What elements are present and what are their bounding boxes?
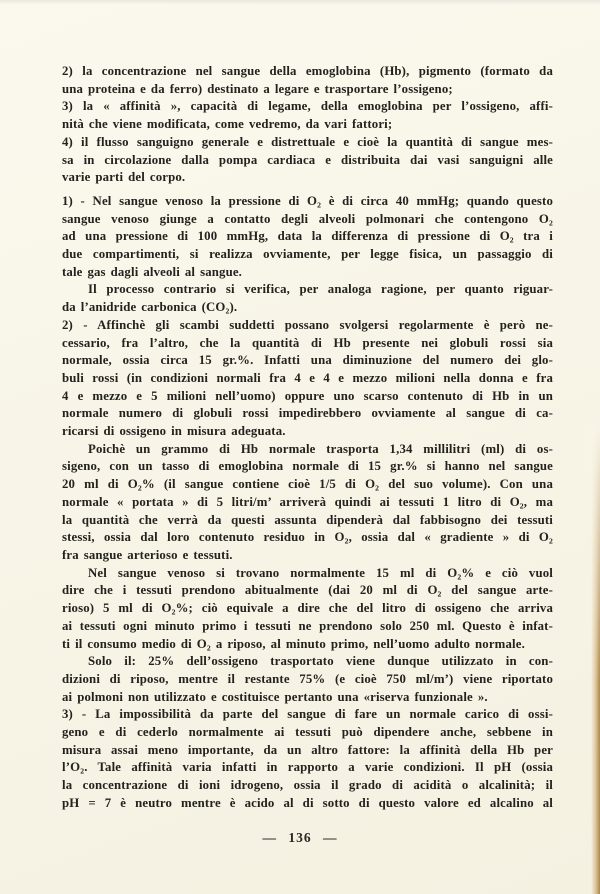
text-line: due compartimenti, si realizza ovviamente, per legge fisica, un passaggio di bbox=[62, 247, 553, 262]
text-line: sa in circolazione dalla pompa cardiaca e distribuita dai vasi sanguigni alle bbox=[62, 152, 553, 167]
text-line: varie parti del corpo. bbox=[62, 170, 186, 185]
text-line: buli rossi (in condizioni normali fra 4 e 4 e mezzo milioni nella donna e fra bbox=[62, 370, 553, 385]
text-line: una proteina e da ferro) destinato a legare e trasportare l’ossigeno; bbox=[62, 81, 453, 96]
text-line: normale « portata » di 5 litri/m’ arriverà quindi ai tessuti 1 litro di O₂, ma bbox=[62, 494, 553, 509]
paragraph-item-1-dash bbox=[62, 193, 553, 282]
text-line: normale numero di globuli rossi impedirebbero ovviamente al sangue di ca- bbox=[62, 406, 553, 421]
paragraph-item-3 bbox=[62, 98, 553, 133]
text-line: ai polmoni non utilizzato e costituisce pertanto una «riserva funzionale ». bbox=[62, 689, 488, 704]
text-line: misura assai meno importante, da un altro fattore: la affinità della Hb per bbox=[62, 742, 553, 757]
text-line: 4 e mezzo e 5 milioni nell’uomo) oppure uno scarso contenuto di Hb in un bbox=[62, 388, 553, 403]
text-line: stessi, ossia dal loro contenuto residuo in O₂, ossia dal « gradiente » di O₂ bbox=[62, 530, 553, 545]
text-line: Nel sangue venoso si trovano normalmente 15 ml di O₂% e ciò vuol bbox=[88, 565, 553, 580]
paragraph-solo-25 bbox=[62, 653, 553, 706]
text-line: la concentrazione di ioni idrogeno, ossia il grado di acidità o alcalinità; il bbox=[62, 778, 553, 793]
text-line: ai tessuti ogni minuto primo i tessuti ne prendono solo 250 ml. Questo è infat- bbox=[62, 618, 553, 633]
text-line: 1) - Nel sangue venoso la pressione di O₂ è di circa 40 mmHg; quando questo bbox=[62, 193, 553, 208]
paragraph-item-3-dash bbox=[62, 706, 553, 812]
paragraph-item-4 bbox=[62, 134, 553, 187]
page-number: — 136 — bbox=[262, 830, 338, 845]
text-line: 4) il flusso sanguigno generale e distrettuale e cioè la quantità di sangue mes- bbox=[62, 134, 553, 149]
text-line: Poichè un grammo di Hb normale trasporta 1,34 millilitri (ml) di os- bbox=[88, 441, 553, 456]
page-text bbox=[62, 63, 553, 813]
text-line: l’O₂. Tale affinità varia infatti in rapporto a varie condizioni. Il pH (ossia bbox=[62, 760, 553, 775]
text-line: pH = 7 è neutro mentre è acido al di sotto di questo valore ed alcalino al bbox=[62, 795, 553, 810]
text-line: cessario, fra l’altro, che la quantità di Hb presente nei globuli rossi sia bbox=[62, 335, 553, 350]
text-line: sigeno, con un tasso di emoglobina normale di 15 gr.% si hanno nel sangue bbox=[62, 459, 553, 474]
text-line: 3) la « affinità », capacità di legame, della emoglobina per l’ossigeno, affi- bbox=[62, 99, 553, 114]
text-line: ricarsi di ossigeno in misura adeguata. bbox=[62, 424, 286, 439]
paragraph-item-2 bbox=[62, 63, 553, 98]
text-line: tale gas dagli alveoli al sangue. bbox=[62, 264, 243, 279]
text-line: ti il consumo medio di O₂ a riposo, al minuto primo, nell’uomo adulto normale. bbox=[62, 636, 525, 651]
text-line: Il processo contrario si verifica, per analoga ragione, per quanto riguar- bbox=[88, 282, 553, 297]
text-line: ad una pressione di 100 mmHg, data la differenza di pressione di O₂ tra i bbox=[62, 229, 553, 244]
text-line: la quantità che verrà da questi assunta dipenderà dal fabbisogno dei tessuti bbox=[62, 512, 553, 527]
text-line: geno e di cederlo normalmente ai tessuti può dipendere anche, sebbene in bbox=[62, 725, 553, 740]
paragraph-sangue-venoso bbox=[62, 565, 553, 654]
text-line: 3) - La impossibilità da parte del sangue di fare un normale carico di ossi- bbox=[62, 707, 553, 722]
page-top-edge bbox=[0, 0, 600, 5]
text-line: rioso) 5 ml di O₂%; ciò equivale a dire che del litro di ossigeno che arriva bbox=[62, 601, 553, 616]
text-line: da l’anidride carbonica (CO₂). bbox=[62, 300, 238, 315]
paragraph-item-2-dash bbox=[62, 317, 553, 441]
text-line: dizioni di riposo, mentre il restante 75% (e cioè 750 ml/m’) viene riportato bbox=[62, 671, 553, 686]
text-line: 2) la concentrazione nel sangue della emoglobina (Hb), pigmento (formato da bbox=[62, 64, 553, 78]
text-line: sangue venoso giunge a contatto degli alveoli polmonari che contengono O₂ bbox=[62, 211, 553, 226]
paragraph-poiche-grammo bbox=[62, 441, 553, 565]
text-line: dire che i tessuti prendono abitualmente (dai 20 ml di O₂ del sangue arte- bbox=[62, 583, 553, 598]
text-line: 20 ml di O₂% (il sangue contiene cioè 1/5 di O₂ del suo volume). Con una bbox=[62, 477, 553, 492]
paragraph-processo-contrario bbox=[62, 281, 553, 316]
page-edge-shadow bbox=[591, 425, 600, 894]
text-line: fra sangue arterioso e tessuti. bbox=[62, 547, 233, 562]
text-line: 2) - Affinchè gli scambi suddetti possano svolgersi regolarmente è però ne- bbox=[62, 317, 553, 332]
text-line: normale, ossia circa 15 gr.%. Infatti una diminuzione del numero dei glo- bbox=[62, 353, 553, 368]
text-line: nità che viene modificata, come vedremo, da vari fattori; bbox=[62, 117, 393, 132]
text-line: Solo il: 25% dell’ossigeno trasportato viene dunque utilizzato in con- bbox=[88, 654, 553, 669]
